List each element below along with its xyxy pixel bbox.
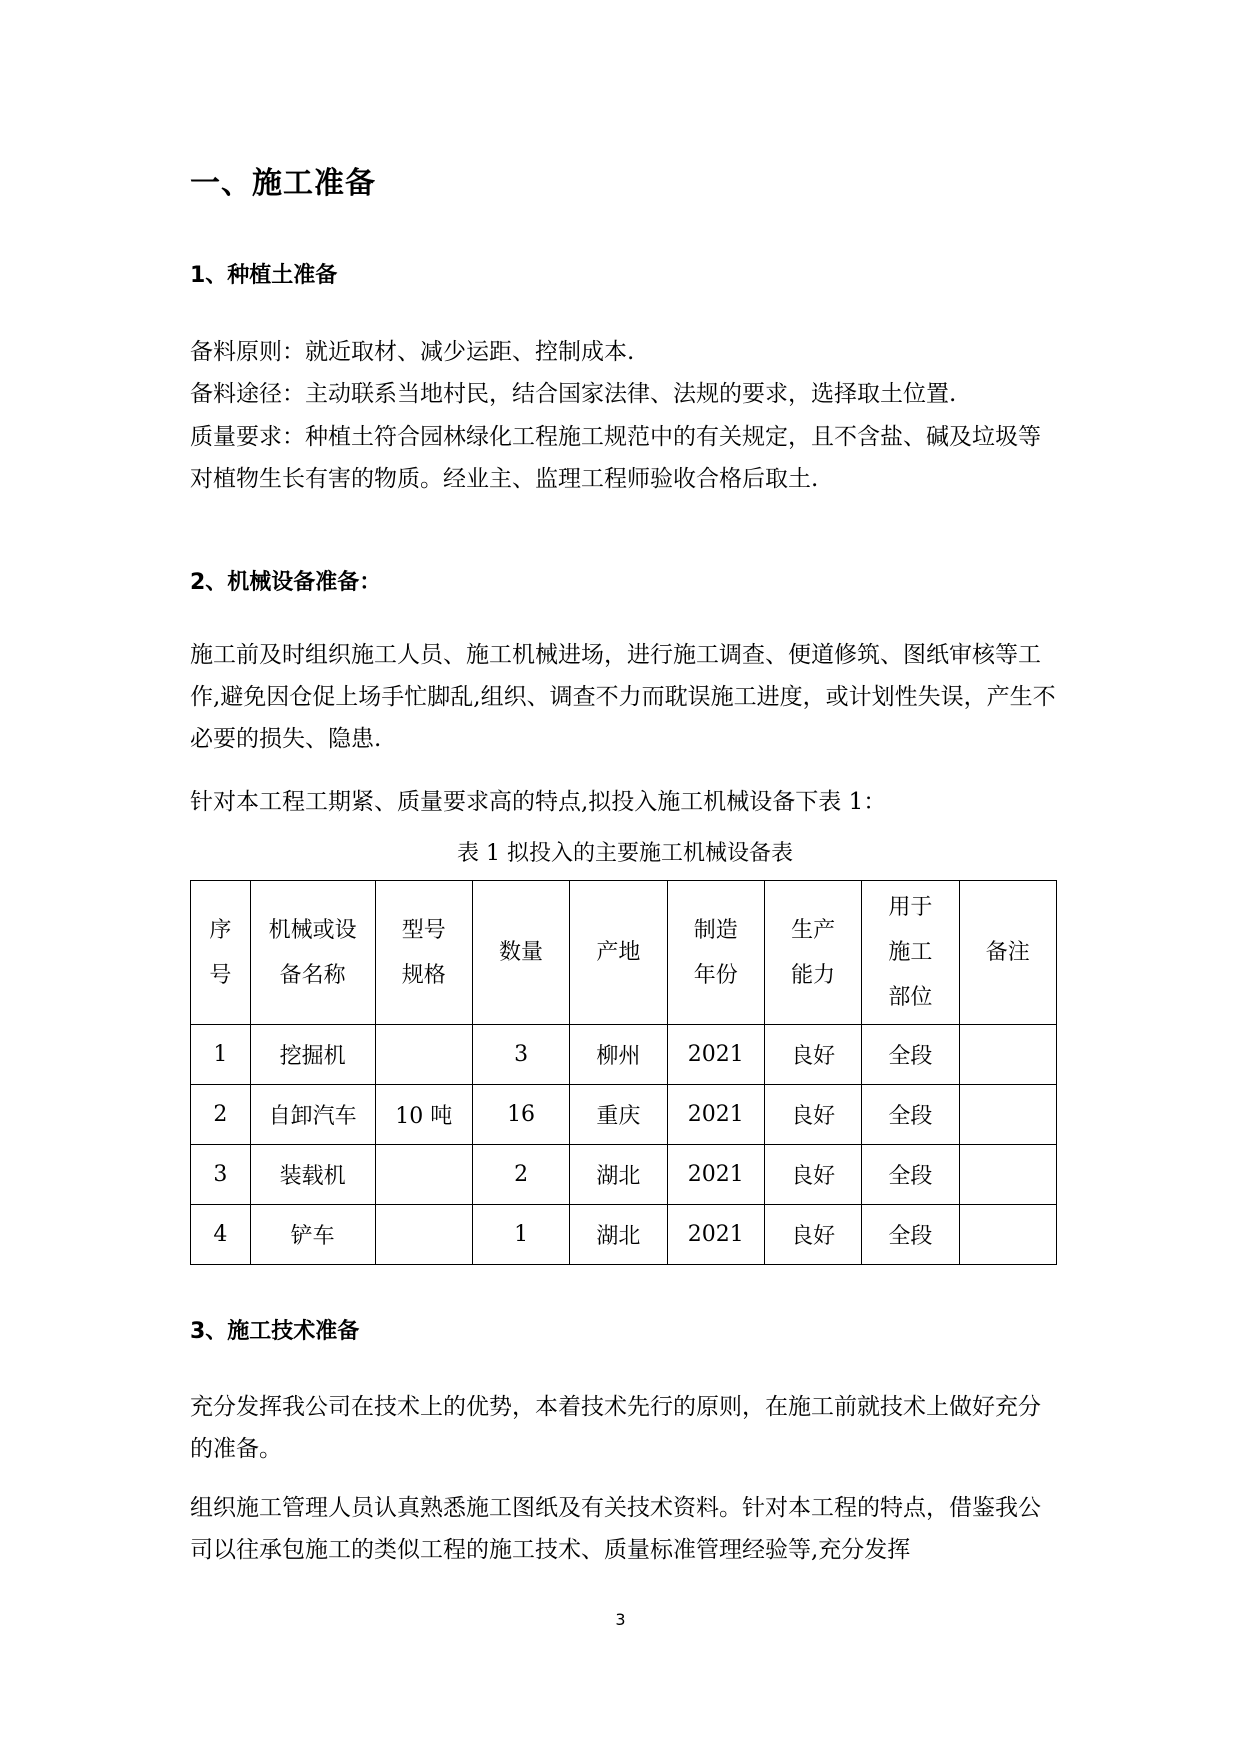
- table-caption: 表 1 拟投入的主要施工机械设备表: [457, 841, 793, 866]
- paragraph: 施工前及时组织施工人员、施工机械进场，进行施工调查、便道修筑、图纸审核等工作,避免因仓促上场手忙脚乱,组织、调查不力而耽误施工进度，或计划性失误，产生不必要的损失、隐患.: [190, 642, 1056, 752]
- header-cell-year: 制造 年份: [667, 881, 764, 1025]
- table-cell: 1: [472, 1205, 569, 1265]
- paragraph: 针对本工程工期紧、质量要求高的特点,拟投入施工机械设备下表 1：: [190, 789, 887, 815]
- table-cell: 良好: [764, 1205, 861, 1265]
- table-cell: 2: [472, 1145, 569, 1205]
- table-cell: 自卸汽车: [250, 1085, 375, 1145]
- table-cell: 良好: [764, 1085, 861, 1145]
- table-cell: 挖掘机: [250, 1025, 375, 1085]
- header-cell-origin: 产地: [570, 881, 667, 1025]
- table-cell: 全段: [862, 1145, 959, 1205]
- table-cell: [959, 1025, 1056, 1085]
- table-cell: 良好: [764, 1145, 861, 1205]
- table-header-row: [191, 881, 1057, 1025]
- paragraph: 备料原则：就近取材、减少运距、控制成本.: [190, 339, 635, 365]
- table-cell: 柳州: [570, 1025, 667, 1085]
- section-heading-2: 2、机械设备准备：: [190, 570, 382, 595]
- header-cell-capacity: 生产 能力: [764, 881, 861, 1025]
- table-cell: 2021: [667, 1085, 764, 1145]
- paragraph: 组织施工管理人员认真熟悉施工图纸及有关技术资料。针对本工程的特点，借鉴我公司以往承包施工的类似工程的施工技术、质量标准管理经验等,充分发挥: [190, 1495, 1041, 1563]
- table-cell: [375, 1145, 472, 1205]
- table-cell: 湖北: [570, 1145, 667, 1205]
- page-title: 一、施工准备: [190, 166, 376, 201]
- section-heading-1: 1、种植土准备: [190, 263, 338, 288]
- table-row: [191, 1145, 1057, 1205]
- table-cell: 湖北: [570, 1205, 667, 1265]
- table-cell: [959, 1205, 1056, 1265]
- table-cell: 装载机: [250, 1145, 375, 1205]
- header-cell-model: 型号 规格: [375, 881, 472, 1025]
- table-cell: 3: [472, 1025, 569, 1085]
- table-cell: 2021: [667, 1025, 764, 1085]
- table-cell: [959, 1085, 1056, 1145]
- table-cell: 全段: [862, 1025, 959, 1085]
- paragraph: 充分发挥我公司在技术上的优势，本着技术先行的原则，在施工前就技术上做好充分的准备。: [190, 1394, 1041, 1462]
- table-cell: [375, 1025, 472, 1085]
- paragraph: 质量要求：种植土符合园林绿化工程施工规范中的有关规定，且不含盐、碱及垃圾等对植物生长有害的物质。经业主、监理工程师验收合格后取土.: [190, 424, 1041, 492]
- header-cell-quantity: 数量: [472, 881, 569, 1025]
- table-cell: 16: [472, 1085, 569, 1145]
- table-cell: 2: [191, 1085, 251, 1145]
- table-cell: [375, 1205, 472, 1265]
- table-cell: 全段: [862, 1205, 959, 1265]
- table-cell: 重庆: [570, 1085, 667, 1145]
- table-cell: [959, 1145, 1056, 1205]
- table-cell: 4: [191, 1205, 251, 1265]
- table-cell: 1: [191, 1025, 251, 1085]
- table-cell: 10 吨: [375, 1085, 472, 1145]
- table-cell: 铲车: [250, 1205, 375, 1265]
- table-cell: 2021: [667, 1205, 764, 1265]
- table-row: [191, 1205, 1057, 1265]
- table-cell: 全段: [862, 1085, 959, 1145]
- table-cell: 3: [191, 1145, 251, 1205]
- header-cell-name: 机械或设 备名称: [250, 881, 375, 1025]
- paragraph: 备料途径：主动联系当地村民，结合国家法律、法规的要求，选择取土位置.: [190, 381, 957, 407]
- page-number: 3: [615, 1610, 626, 1629]
- header-cell-index: 序 号: [191, 881, 251, 1025]
- header-cell-remarks: 备注: [959, 881, 1056, 1025]
- table-cell: 良好: [764, 1025, 861, 1085]
- table-cell: 2021: [667, 1145, 764, 1205]
- header-cell-usage: 用于 施工 部位: [862, 881, 959, 1025]
- equipment-table: [190, 880, 1057, 1265]
- section-heading-3: 3、施工技术准备: [190, 1319, 360, 1344]
- table-row: [191, 1025, 1057, 1085]
- table-row: [191, 1085, 1057, 1145]
